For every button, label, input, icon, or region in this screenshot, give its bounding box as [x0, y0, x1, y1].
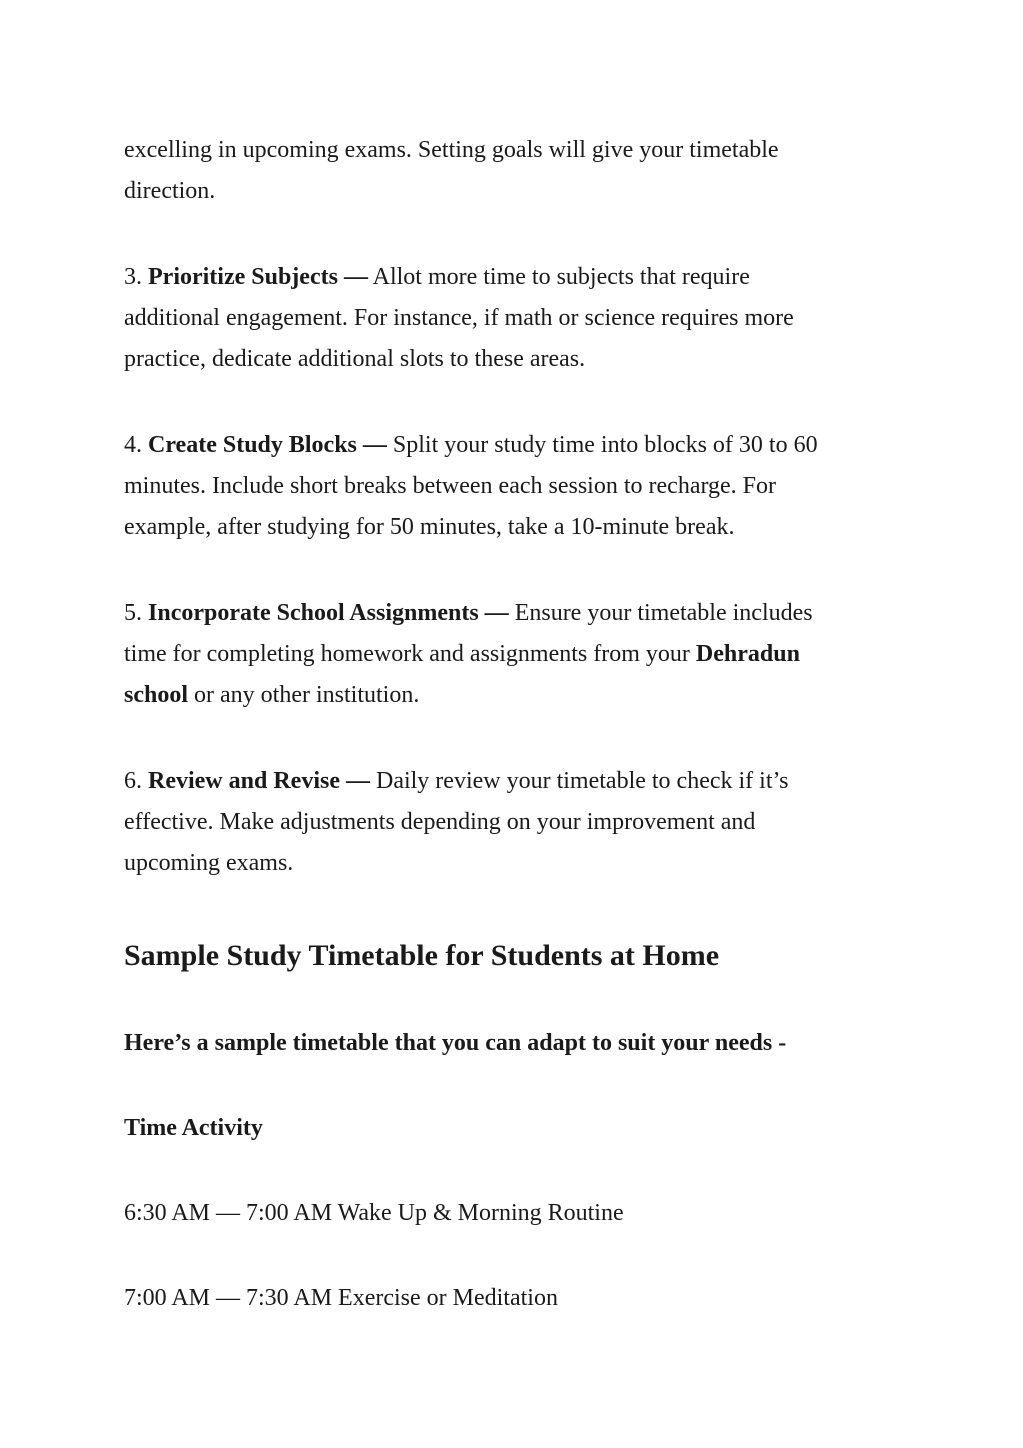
tip-text: effective. Make adjustments depending on your improvement and	[124, 809, 756, 835]
timetable-row: 6:30 AM — 7:00 AM Wake Up & Morning Routine	[124, 1200, 624, 1226]
tip-text: additional engagement. For instance, if math or science requires more	[124, 305, 794, 331]
tip-review-and-revise	[124, 761, 884, 884]
tip-create-study-blocks	[124, 425, 884, 548]
tip-text: Ensure your timetable includes	[508, 600, 813, 626]
tip-text: time for completing homework and assignments from your	[124, 641, 696, 667]
tip-text: upcoming exams.	[124, 850, 294, 876]
tip-number: 6.	[124, 768, 148, 794]
tip-text: Allot more time to subjects that require	[367, 264, 750, 290]
section-subheading: Here’s a sample timetable that you can adapt to suit your needs -	[124, 1030, 787, 1056]
tip-text: example, after studying for 50 minutes, take a 10-minute break.	[124, 514, 735, 540]
tip-title: Review and Revise —	[148, 768, 370, 794]
tip-title: Create Study Blocks —	[148, 432, 387, 458]
tip-text: practice, dedicate additional slots to these areas.	[124, 346, 586, 372]
tip-number: 4.	[124, 432, 148, 458]
tip-number: 3.	[124, 264, 148, 290]
tip-title: Incorporate School Assignments —	[148, 600, 509, 626]
intro-line: excelling in upcoming exams. Setting goals will give your timetable	[124, 137, 779, 163]
tip-text: or any other institution.	[188, 682, 420, 708]
tip-incorporate-school-assignments	[124, 593, 884, 716]
tip-emphasis: Dehradun	[695, 641, 800, 667]
section-heading: Sample Study Timetable for Students at Home	[124, 939, 720, 972]
intro-line: direction.	[124, 178, 216, 204]
timetable-row: 7:00 AM — 7:30 AM Exercise or Meditation	[124, 1285, 558, 1311]
tip-prioritize-subjects	[124, 257, 884, 380]
intro-paragraph	[124, 130, 884, 212]
tip-emphasis: school	[124, 682, 189, 708]
tip-text: Split your study time into blocks of 30 to 60	[386, 432, 818, 458]
tip-text: minutes. Include short breaks between each session to recharge. For	[124, 473, 777, 499]
tip-text: Daily review your timetable to check if it’s	[369, 768, 789, 794]
tip-title: Prioritize Subjects —	[148, 264, 368, 290]
tip-number: 5.	[124, 600, 148, 626]
table-header: Time Activity	[124, 1115, 263, 1141]
